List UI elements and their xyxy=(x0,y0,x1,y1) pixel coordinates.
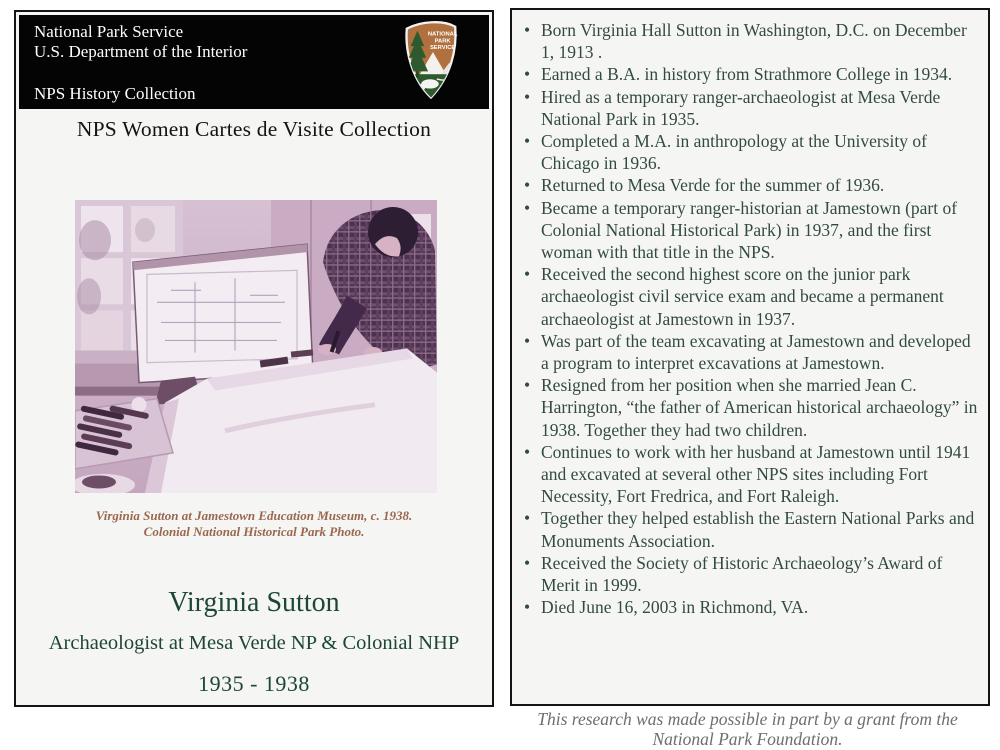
bio-bullet: • Earned a B.A. in history from Strathmore College in 1934. xyxy=(524,63,980,85)
department-name: U.S. Department of the Interior xyxy=(34,42,248,61)
bio-bullet: • Died June 16, 2003 in Richmond, VA. xyxy=(524,596,980,618)
collection-title: NPS Women Cartes de Visite Collection xyxy=(76,117,432,141)
photo-caption xyxy=(16,508,492,539)
bio-bullet: • Hired as a temporary ranger-archaeologist at Mesa Verde National Park in 1935. xyxy=(524,86,980,130)
person-role: Archaeologist at Mesa Verde NP & Colonial NHP xyxy=(48,632,460,654)
nps-arrowhead-logo-icon xyxy=(400,19,462,100)
bio-bullet: • Born Virginia Hall Sutton in Washington, D.C. on December 1, 1913 . xyxy=(524,19,980,63)
logo-text-line: PARK xyxy=(434,38,451,45)
agency-name: National Park Service xyxy=(34,22,184,41)
logo-text-line: NATIONAL xyxy=(427,31,458,38)
historic-photo-illustration xyxy=(75,200,437,493)
bio-bullet: • Resigned from her position when she married Jean C. Harrington, “the father of American historical archaeology” in 1938. Together they had two children. xyxy=(524,374,980,441)
bio-bullet: • Received the second highest score on the junior park archaeologist civil service exam and became a permanent archaeologist at Jamestown in 1937. xyxy=(524,263,980,330)
logo-text-line: SERVICE xyxy=(429,45,456,52)
bio-bullet: • Continues to work with her husband at Jamestown until 1941 and excavated at several other NPS sites including Fort Necessity, Fort Fredrica, and Fort Raleigh. xyxy=(524,441,980,508)
grant-acknowledgement-line2: National Park Foundation. xyxy=(652,729,843,749)
grant-acknowledgement-line1: This research was made possible in part by a grant from the xyxy=(537,709,958,729)
photo-figure-virginia-sutton xyxy=(318,207,437,373)
bio-bullet: • Became a temporary ranger-historian at Jamestown (part of Colonial National Historical Park) in 1937, and the first woman with that title in the NPS. xyxy=(524,197,980,264)
nps-arrowhead-logo-icon xyxy=(400,19,462,103)
biography-bullet-list xyxy=(512,10,988,618)
left-card-panel xyxy=(14,10,494,707)
nps-header-banner xyxy=(19,15,489,109)
person-name: Virginia Sutton xyxy=(168,587,340,618)
bio-bullet: • Was part of the team excavating at Jamestown and developed a program to interpret excavations at Jamestown. xyxy=(524,330,980,374)
historic-photo xyxy=(75,200,437,493)
history-collection-label: NPS History Collection xyxy=(34,84,196,103)
bio-bullet: • Received the Society of Historic Archaeology’s Award of Merit in 1999. xyxy=(524,552,980,596)
bio-bullet: • Returned to Mesa Verde for the summer of 1936. xyxy=(524,174,980,196)
photo-caption-line2: Colonial National Historical Park Photo. xyxy=(143,523,365,539)
bio-bullet: • Together they helped establish the Eastern National Parks and Monuments Association. xyxy=(524,507,980,551)
person-years: 1935 - 1938 xyxy=(198,671,310,696)
grant-acknowledgement xyxy=(505,709,990,749)
photo-caption-line1: Virginia Sutton at Jamestown Education Museum, c. 1938. xyxy=(95,508,413,523)
biography-panel xyxy=(510,8,990,706)
bio-bullet: • Completed a M.A. in anthropology at the University of Chicago in 1936. xyxy=(524,130,980,174)
